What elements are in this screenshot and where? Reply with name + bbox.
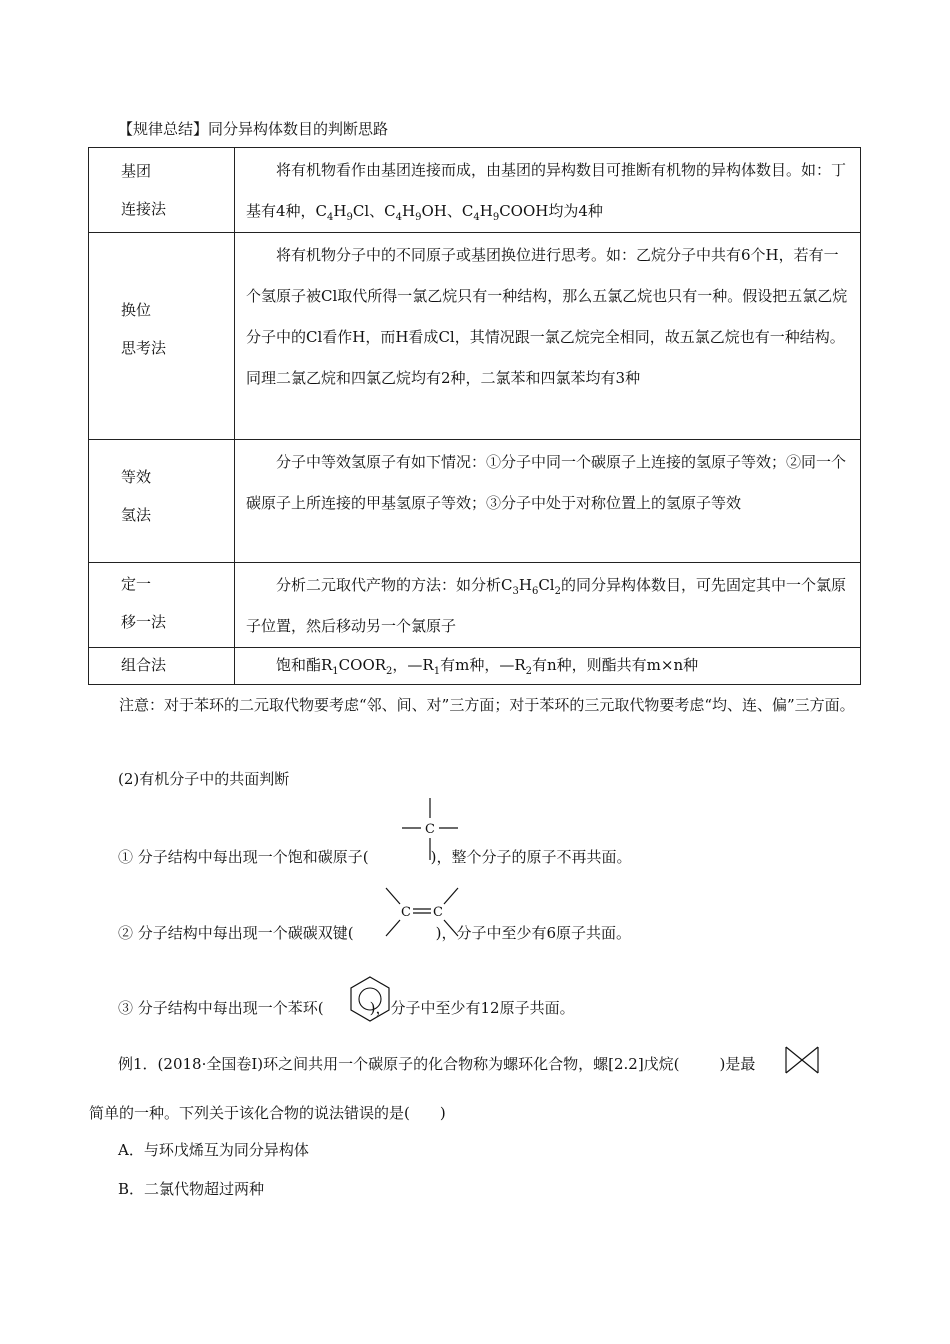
method-desc: 将有机物看作由基团连接而成，由基团的异构数目可推断有机物的异构体数目。如：丁基有4种，$C_4H_9Cl$、$C_4H_9OH$、$C_4H_9COOH$均为4种 (246, 161, 847, 223)
option-a: A．与环戊烯互为同分异构体 (118, 1141, 309, 1159)
example-question (118, 1053, 755, 1075)
item-text: )，整个分子的原子不再共面。 (430, 848, 632, 866)
summary-heading: 【规律总结】同分异构体数目的判断思路 (118, 120, 389, 138)
item-text: ① 分子结构中每出现一个饱和碳原子( (118, 848, 369, 866)
method-desc: 将有机物分子中的不同原子或基团换位进行思考。如：乙烷分子中共有6个H，若有一个氢原子被Cl取代所得一氯乙烷只有一种结构，那么五氯乙烷也只有一种。假设把五氯乙烷分子中的Cl看作H，而H看成Cl，其情况跟一氯乙烷完全相同，故五氯乙烷也有一种结构。同理二氯乙烷和四氯乙烷均有2种，二氯苯和四氯苯均有3种 (246, 246, 848, 387)
table-row (89, 440, 861, 563)
list-item (118, 922, 631, 944)
item-text: )，分子中至少有12原子共面。 (369, 999, 575, 1017)
table-row (89, 648, 861, 685)
example-text: )是最 (719, 1055, 756, 1073)
method-desc: 分子中等效氢原子有如下情况：①分子中同一个碳原子上连接的氢原子等效；②同一个碳原子上所连接的甲基氢原子等效；③分子中处于对称位置上的氢原子等效 (246, 453, 847, 512)
method-name: 组合法 (121, 656, 167, 674)
method-name: 换位 思考法 (121, 301, 167, 357)
note-paragraph: 注意：对于苯环的二元取代物要考虑“邻、间、对”三方面；对于苯环的三元取代物要考虑“均、连、偏”三方面。 (119, 696, 855, 714)
section-heading: (2)有机分子中的共面判断 (118, 770, 290, 788)
carbon-label: C (433, 905, 443, 920)
example-text: 例1．(2018·全国卷Ⅰ)环之间共用一个碳原子的化合物称为螺环化合物，螺[2.2]戊烷( (118, 1055, 680, 1073)
example-text-continued: 简单的一种。下列关于该化合物的说法错误的是( ) (89, 1104, 446, 1122)
spiropentane-structure (784, 1045, 820, 1075)
method-name: 基团 连接法 (121, 162, 167, 218)
method-desc: 分析二元取代产物的方法：如分析$C_3H_6Cl_2$的同分异构体数目，可先固定其中一个氯原子位置，然后移动另一个氯原子 (246, 576, 846, 635)
rules-table (88, 147, 861, 685)
option-b: B．二氯代物超过两种 (118, 1180, 265, 1198)
item-text: ③ 分子结构中每出现一个苯环( (118, 999, 324, 1017)
benzene-ring-structure (348, 975, 392, 1023)
carbon-label: C (401, 905, 411, 920)
method-name: 等效 氢法 (121, 468, 152, 524)
double-bond-structure (382, 886, 462, 940)
table-row (89, 148, 861, 233)
method-desc: 饱和酯$R_1COOR_2$，$—R_1$有m种，$—R_2$有n种，则酯共有m×n种 (276, 656, 699, 677)
list-item (118, 997, 575, 1019)
saturated-carbon-structure (400, 798, 460, 862)
method-name: 定一 移一法 (121, 575, 167, 631)
table-row (89, 233, 861, 440)
item-text: ② 分子结构中每出现一个碳碳双键( (118, 924, 354, 942)
list-item (118, 846, 631, 868)
table-row (89, 563, 861, 648)
item-text: )，分子中至少有6原子共面。 (435, 924, 632, 942)
carbon-label: C (425, 822, 435, 837)
